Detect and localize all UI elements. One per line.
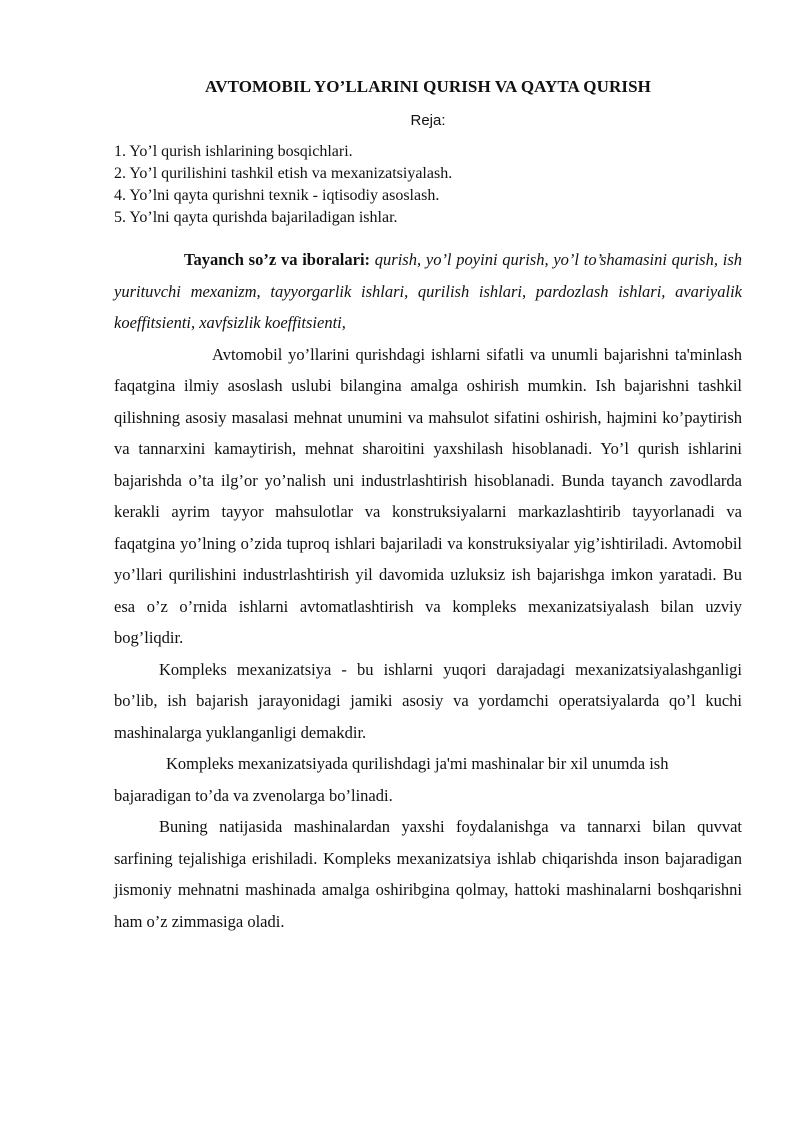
body-paragraph-2: Kompleks mexanizatsiya - bu ishlarni yuqori darajadagi mexanizatsiyalashganligi bo’lib, ish bajarish jarayonidagi jamiki asosiy va yordamchi operatsiyalarda qo’l kuchi mashinalarga yuklanganligi demakdir.	[114, 659, 742, 742]
plan-item: 1. Yo’l qurish ishlarining bosqichlari.	[114, 143, 353, 160]
plan-heading: Reja:	[410, 112, 446, 129]
keywords-label: Tayanch so’z va iboralari:	[184, 250, 371, 269]
keywords-text: qurish, yo’l poyini qurish, yo’l to’shamasini qurish, ish yurituvchi mexanizm, tayyorgarlik ishlari, qurilish ishlari, pardozlash ishlari, avariyalik koeffitsienti, xavfsizlik koeffitsienti,	[114, 250, 742, 332]
keywords-paragraph	[114, 244, 742, 339]
document-title: AVTOMOBIL YO’LLARINI QURISH VA QAYTA QURISH	[205, 77, 651, 96]
plan-item: 2. Yo’l qurilishini tashkil etish va mexanizatsiyalash.	[114, 165, 453, 182]
plan-item: 5. Yo’lni qayta qurishda bajariladigan ishlar.	[114, 209, 398, 226]
body-paragraph-1: Avtomobil yo’llarini qurishdagi ishlarni sifatli va unumli bajarishni ta'minlash faqatgina ilmiy asoslash uslubi bilangina amalga oshirish mumkin. Ish bajarishni tashkil qilishning asosiy masalasi mehnat unumini va mahsulot sifatini oshirish, hajmini ko’paytirish va tannarxini kamaytirish, mehnat sharoitini yaxshilash hisoblanadi. Yo’l qurish ishlarini bajarishda o’ta ilg’or yo’nalish uni industrlashtirish hisoblanadi. Bunda tayanch zavodlarda kerakli ayrim tayyor mahsulotlar va konstruksiyalarni markazlashtirib tayyorlanadi va faqatgina yo’lning o’zida tuproq ishlari bajariladi va konstruksiyalar yig’ishtiriladi. Avtomobil yo’llari qurilishini industrlashtirish yil davomida uzluksiz ish bajarishga imkon yaratadi. Bu esa o’z o’rnida ishlarni avtomatlashtirish va kompleks mexanizatsiyalash bilan uzviy bog’liqdir.	[114, 344, 742, 647]
plan-item: 4. Yo’lni qayta qurishni texnik - iqtisodiy asoslash.	[114, 187, 440, 204]
body-paragraph-4: Buning natijasida mashinalardan yaxshi foydalanishga va tannarxi bilan quvvat sarfining tejalishiga erishiladi. Kompleks mexanizatsiya ishlab chiqarishda inson bajaradigan jismoniy mehnatni mashinada amalga oshiribgina qolmay, hattoki mashinalarni boshqarishni ham o’z zimmasiga oladi.	[114, 817, 742, 931]
plan-list	[114, 141, 742, 229]
body-paragraph-3: Kompleks mexanizatsiyada qurilishdagi ja'mi mashinalar bir xil unumda ish bajaradigan to’da va zvenolarga bo’linadi.	[114, 754, 669, 805]
document-body	[114, 244, 742, 937]
